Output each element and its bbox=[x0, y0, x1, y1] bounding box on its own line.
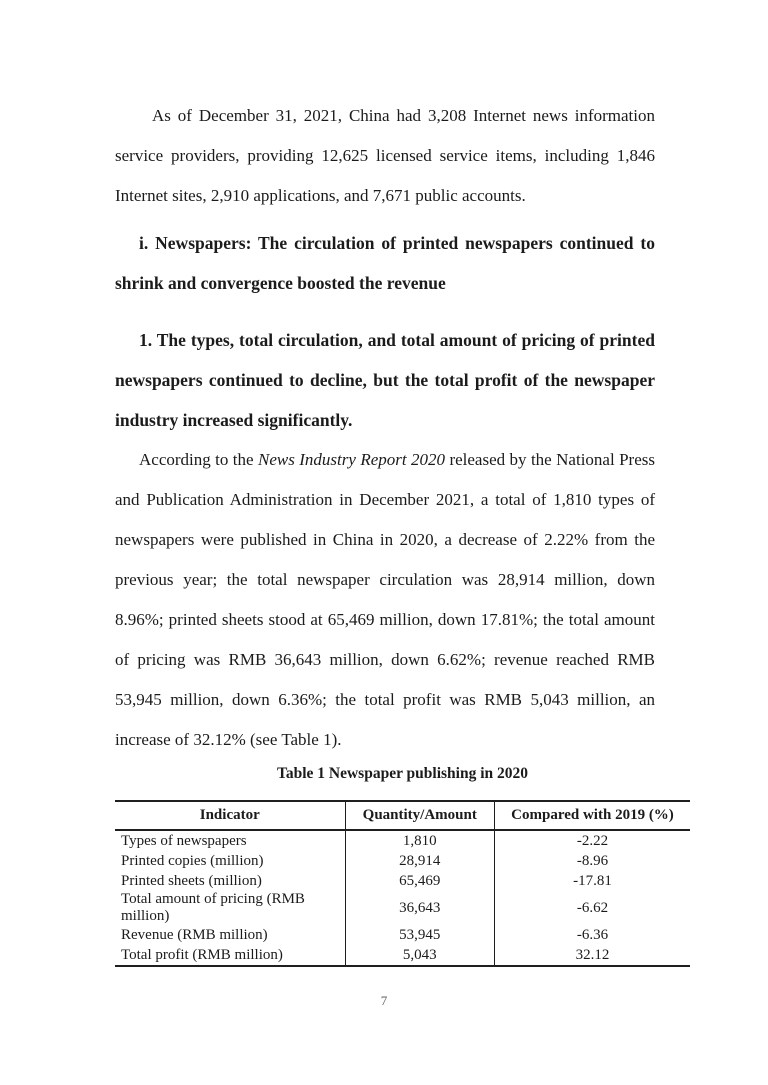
page-content bbox=[115, 96, 674, 967]
paragraph-text-before-title: According to the bbox=[139, 450, 258, 469]
table-caption: Table 1 Newspaper publishing in 2020 bbox=[276, 765, 529, 782]
cell-indicator: Total amount of pricing (RMB million) bbox=[115, 891, 345, 925]
cell-quantity: 5,043 bbox=[345, 945, 495, 966]
table-row bbox=[115, 851, 690, 871]
table-row bbox=[115, 945, 690, 966]
column-header-quantity: Quantity/Amount bbox=[345, 801, 495, 830]
page-number: 7 bbox=[380, 993, 388, 1008]
paragraph-internet-news-stats: As of December 31, 2021, China had 3,208 Internet news information service providers, providing 12,625 licensed service items, including 1,846 Internet sites, 2,910 applications, and 7,671 public accounts. bbox=[115, 106, 655, 205]
subsection-heading-newspaper-decline: 1. The types, total circulation, and total amount of pricing of printed newspapers continued to decline, but the total profit of the newspaper industry increased significantly. bbox=[115, 330, 655, 430]
table-row bbox=[115, 891, 690, 925]
cell-indicator: Types of newspapers bbox=[115, 830, 345, 851]
table-row bbox=[115, 830, 690, 851]
cell-indicator: Revenue (RMB million) bbox=[115, 925, 345, 945]
cell-quantity: 65,469 bbox=[345, 871, 495, 891]
cell-compared: -6.36 bbox=[576, 926, 609, 943]
table-row bbox=[115, 925, 690, 945]
cell-indicator: Printed copies (million) bbox=[115, 851, 345, 871]
column-header-compared: Compared with 2019 (%) bbox=[495, 801, 691, 830]
cell-indicator: Total profit (RMB million) bbox=[115, 945, 345, 966]
cell-quantity: 28,914 bbox=[345, 851, 495, 871]
paragraph-news-industry-report bbox=[115, 440, 655, 760]
cell-compared: -17.81 bbox=[573, 872, 612, 889]
cell-quantity: 53,945 bbox=[345, 925, 495, 945]
cell-compared: 32.12 bbox=[575, 946, 610, 963]
cell-quantity: 1,810 bbox=[345, 830, 495, 851]
table-header-row bbox=[115, 801, 690, 830]
paragraph-text-after-title: released by the National Press and Publication Administration in December 2021, a total of 1,810 types of newspapers were published in China in 2020, a decrease of 2.22% from the previous year; the total newspaper circulation was 28,914 million, down 8.96%; printed sheets stood at 65,469 million, down 17.81%; the total amount of pricing was RMB 36,643 million, down 6.62%; revenue reached RMB 53,945 million, down 6.36%; the total profit was RMB 5,043 million, an increase of 32.12% (see Table 1). bbox=[115, 450, 655, 749]
report-title-italic: News Industry Report 2020 bbox=[258, 450, 446, 469]
section-heading-newspapers: i. Newspapers: The circulation of printed newspapers continued to shrink and convergence boosted the revenue bbox=[115, 233, 655, 293]
newspaper-publishing-table bbox=[115, 800, 690, 967]
cell-compared: -2.22 bbox=[576, 832, 609, 849]
table-row bbox=[115, 871, 690, 891]
cell-compared: -6.62 bbox=[576, 899, 609, 916]
cell-indicator: Printed sheets (million) bbox=[115, 871, 345, 891]
cell-compared: -8.96 bbox=[576, 852, 609, 869]
cell-quantity: 36,643 bbox=[345, 891, 495, 925]
column-header-indicator: Indicator bbox=[115, 801, 345, 830]
